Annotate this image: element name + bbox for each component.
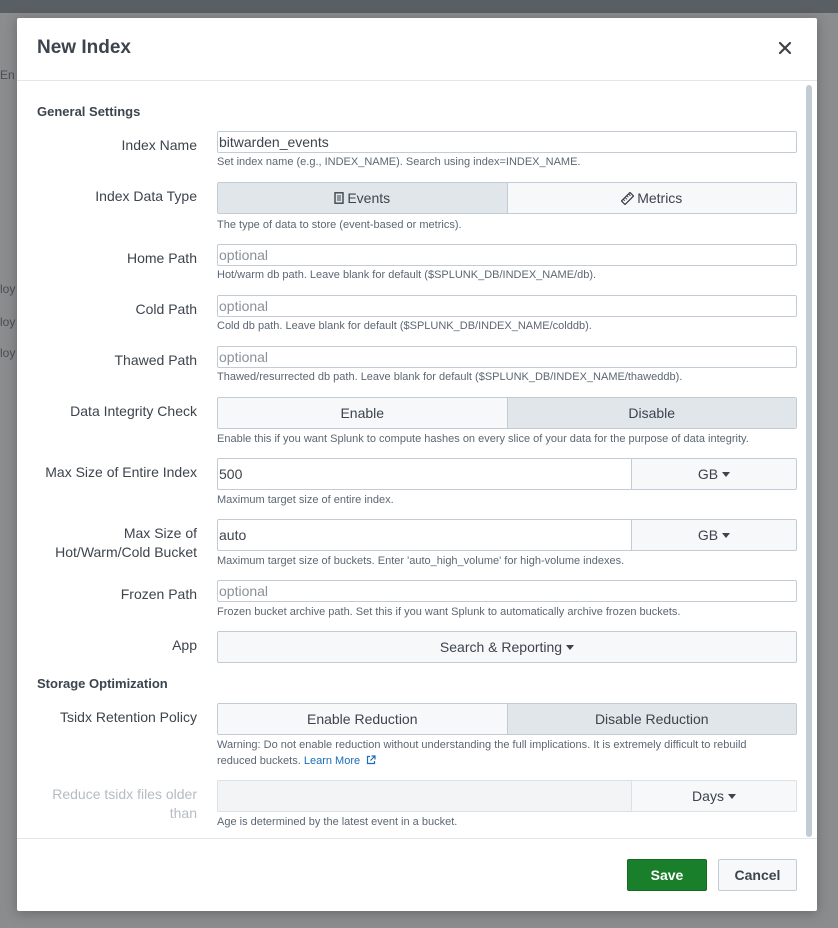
caret-down-icon (722, 533, 730, 538)
integrity-enable-button[interactable]: Enable (218, 398, 507, 428)
learn-more-link[interactable] (304, 755, 376, 767)
reduce-tsidx-unit-dropdown[interactable] (631, 780, 797, 812)
cold-path-help: Cold db path. Leave blank for default ($SPLUNK_DB/INDEX_NAME/colddb). (217, 320, 592, 332)
integrity-disable-button[interactable]: Disable (507, 398, 797, 428)
caret-down-icon (722, 472, 730, 477)
index-name-label: Index Name (121, 137, 197, 153)
data-type-metrics-label: Metrics (637, 190, 683, 206)
data-integrity-label: Data Integrity Check (70, 403, 197, 419)
tsidx-warning-line2 (217, 753, 797, 769)
max-size-help: Maximum target size of entire index. (217, 494, 394, 506)
max-size-label: Max Size of Entire Index (45, 464, 197, 480)
max-bucket-unit-dropdown[interactable] (631, 519, 797, 551)
home-path-help: Hot/warm db path. Leave blank for default ($SPLUNK_DB/INDEX_NAME/db). (217, 269, 597, 281)
scrollbar[interactable] (804, 82, 814, 838)
index-data-type-help: The type of data to store (event-based or metrics). (217, 219, 462, 231)
home-path-input[interactable]: optional (217, 244, 797, 266)
scrollbar-thumb[interactable] (806, 85, 812, 837)
max-bucket-unit-label: GB (697, 527, 719, 543)
max-bucket-label (17, 524, 197, 562)
save-button[interactable]: Save (627, 859, 707, 891)
background-text: loy (0, 282, 16, 296)
reduce-tsidx-unit-label: Days (692, 788, 724, 804)
dialog-title: New Index (37, 37, 131, 58)
background-text: loy (0, 346, 16, 360)
caret-down-icon (566, 645, 574, 650)
max-bucket-label-line1: Max Size of (123, 525, 197, 541)
reduce-tsidx-field (217, 780, 797, 812)
frozen-path-label: Frozen Path (120, 586, 197, 602)
dialog-body[interactable] (17, 82, 817, 838)
index-name-help: Set index name (e.g., INDEX_NAME). Search using index=INDEX_NAME. (217, 156, 581, 168)
reduce-tsidx-label-line1: Reduce tsidx files older (52, 786, 197, 802)
close-icon (777, 40, 793, 56)
max-bucket-field (217, 519, 797, 551)
index-data-type-toggle (217, 182, 797, 214)
reduce-tsidx-label-line2: than (169, 805, 197, 821)
max-size-input[interactable]: 500 (217, 458, 631, 490)
close-button[interactable] (777, 40, 793, 56)
disable-reduction-button[interactable]: Disable Reduction (507, 704, 797, 734)
max-bucket-help: Maximum target size of buckets. Enter 'auto_high_volume' for high-volume indexes. (217, 555, 625, 567)
max-size-unit-dropdown[interactable] (631, 458, 797, 490)
background-text: En (0, 68, 15, 82)
cancel-button[interactable]: Cancel (718, 859, 797, 891)
reduce-tsidx-input[interactable] (217, 780, 631, 812)
app-dropdown[interactable] (217, 631, 797, 663)
thawed-path-help: Thawed/resurrected db path. Leave blank for default ($SPLUNK_DB/INDEX_NAME/thaweddb). (217, 371, 683, 383)
ruler-icon (621, 192, 634, 205)
data-type-events-button[interactable] (218, 183, 507, 213)
section-title-storage: Storage Optimization (37, 676, 168, 691)
dialog-footer (17, 838, 817, 911)
frozen-path-help: Frozen bucket archive path. Set this if you want Splunk to automatically archive frozen buckets. (217, 606, 681, 618)
tsidx-policy-toggle (217, 703, 797, 735)
max-bucket-label-line2: Hot/Warm/Cold Bucket (55, 544, 197, 560)
background-header-bar (0, 0, 838, 13)
home-path-label: Home Path (126, 250, 197, 266)
learn-more-text: Learn More (303, 755, 361, 767)
background-text: loy (0, 315, 16, 329)
cold-path-label: Cold Path (135, 301, 197, 317)
reduce-tsidx-label (17, 785, 197, 823)
thawed-path-input[interactable]: optional (217, 346, 797, 368)
reduce-tsidx-help: Age is determined by the latest event in a bucket. (217, 816, 458, 828)
data-integrity-help: Enable this if you want Splunk to compute hashes on every slice of your data for the purpose of data integrity. (217, 433, 749, 445)
max-size-unit-label: GB (697, 466, 719, 482)
cold-path-input[interactable]: optional (217, 295, 797, 317)
caret-down-icon (728, 794, 736, 799)
index-data-type-label: Index Data Type (95, 188, 197, 204)
section-title-general: General Settings (37, 104, 141, 119)
data-type-events-label: Events (347, 190, 391, 206)
external-link-icon (366, 755, 376, 765)
document-icon (334, 192, 344, 204)
enable-reduction-button[interactable]: Enable Reduction (218, 704, 507, 734)
dialog-header (17, 18, 817, 81)
max-bucket-input[interactable]: auto (217, 519, 631, 551)
index-name-input[interactable]: bitwarden_events (217, 131, 797, 153)
thawed-path-label: Thawed Path (114, 352, 197, 368)
frozen-path-input[interactable]: optional (217, 580, 797, 602)
data-integrity-toggle (217, 397, 797, 429)
new-index-dialog (17, 18, 817, 911)
data-type-metrics-button[interactable] (507, 183, 797, 213)
tsidx-policy-label: Tsidx Retention Policy (60, 709, 197, 725)
tsidx-warning-line1: Warning: Do not enable reduction without understanding the full implications. It is extremely difficult to rebuild (217, 739, 747, 751)
tsidx-policy-help (217, 737, 797, 769)
max-size-field (217, 458, 797, 490)
app-selected-value: Search & Reporting (439, 639, 563, 655)
tsidx-warning-line2-text: reduced buckets. (217, 755, 301, 767)
app-label: App (172, 637, 197, 653)
